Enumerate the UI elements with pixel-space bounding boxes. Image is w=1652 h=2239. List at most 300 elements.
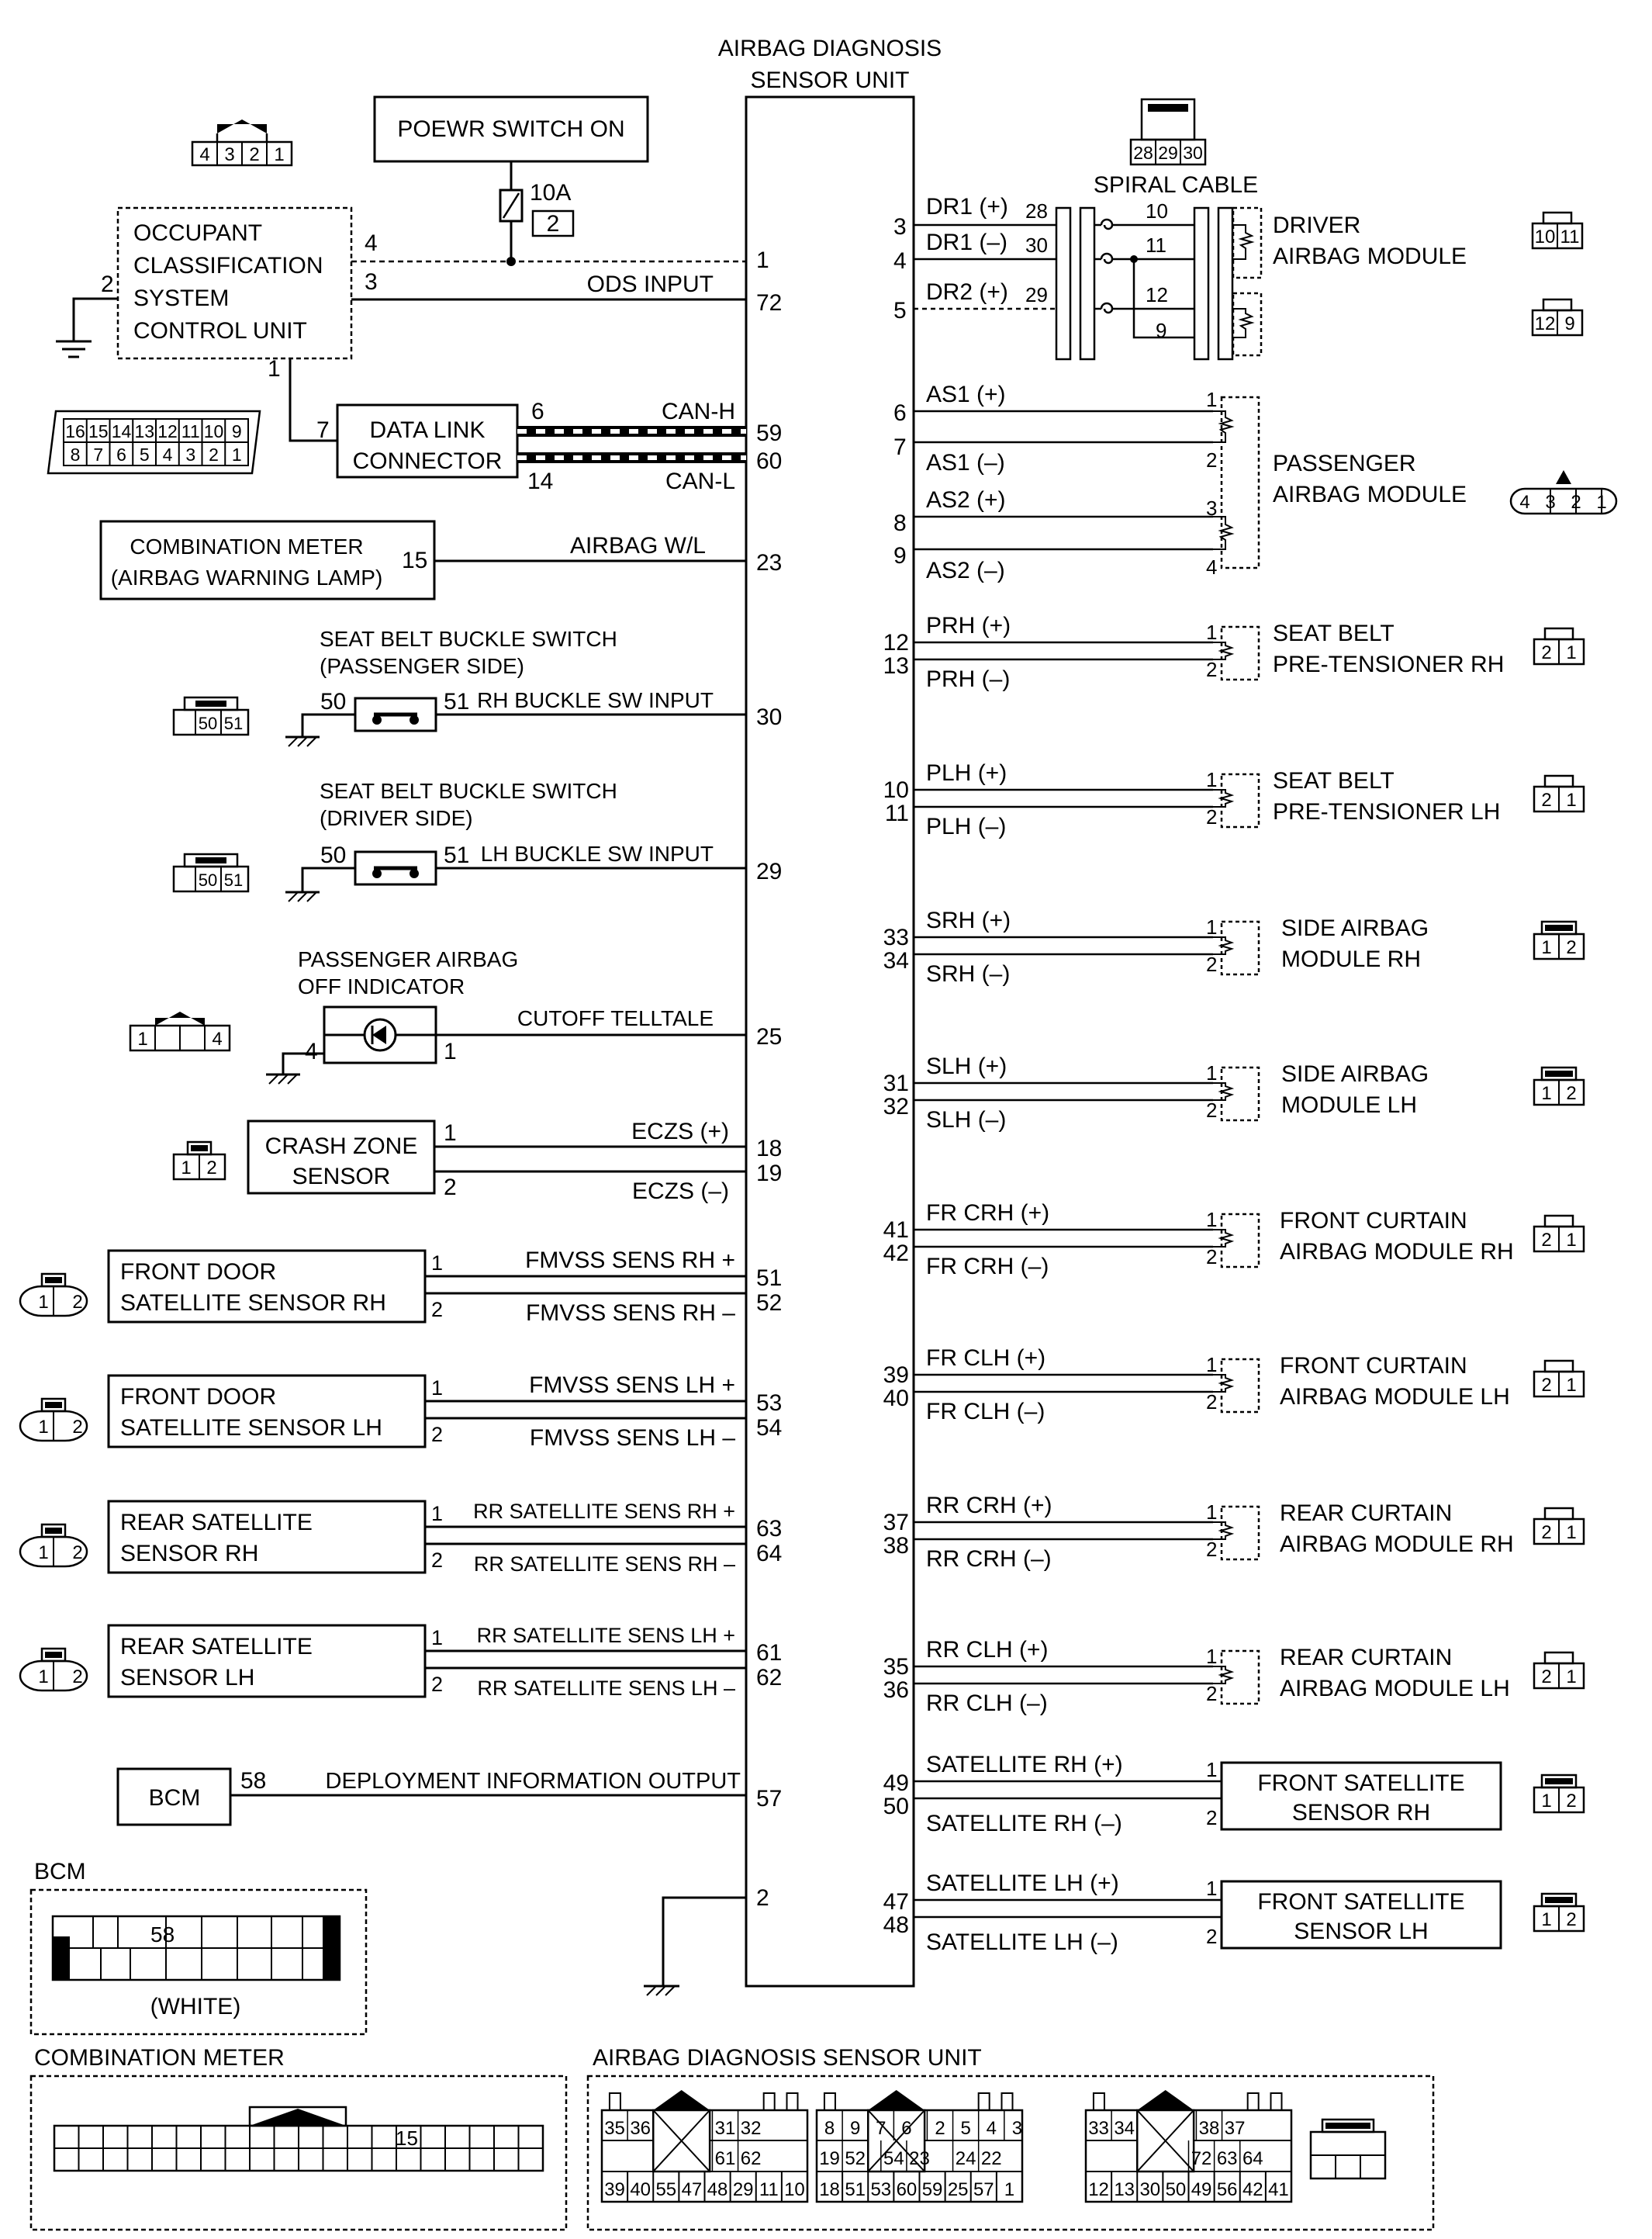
sensor-signal-plus: RR SATELLITE SENS RH + [473, 1500, 735, 1523]
meter-line-1: COMBINATION METER [130, 535, 364, 559]
pin-label: 50 [320, 843, 347, 868]
sensor-line-1: FRONT DOOR [120, 1259, 277, 1285]
buckle-signal: RH BUCKLE SW INPUT [477, 688, 714, 712]
ecu-pin: 29 [756, 859, 783, 884]
pin-label: 4 [305, 1039, 318, 1064]
module-line-1: FRONT CURTAIN [1280, 1353, 1467, 1379]
pin-label: 15 [402, 548, 428, 573]
pin-label: 2 [1566, 1909, 1577, 1930]
pin-label: 1 [1206, 1877, 1218, 1900]
left-sensor-0 [20, 1248, 782, 1326]
pin-label: 2 [1206, 1925, 1218, 1948]
sensor-signal-minus: FMVSS SENS LH – [529, 1425, 735, 1451]
ecu-pin: 11 [884, 801, 909, 826]
pin-label: 61 [714, 2148, 736, 2169]
sensor-line-1: REAR SATELLITE [120, 1510, 313, 1535]
pin-label: 1 [431, 1376, 444, 1400]
pin-label: 33 [1088, 2118, 1109, 2139]
ecu-pin: 34 [883, 948, 909, 974]
pin-label: 1 [1206, 768, 1218, 791]
pin-label: 1 [1206, 1061, 1218, 1085]
sensor-line-2: SENSOR LH [120, 1665, 255, 1690]
ods-input-label: ODS INPUT [586, 272, 714, 297]
ecu-pin: 9 [893, 543, 907, 569]
ecu-pin: 18 [756, 1136, 783, 1161]
pin-label: 2 [1206, 805, 1218, 829]
pin-label: 2 [431, 1549, 444, 1572]
ecu-pin: 54 [756, 1415, 783, 1441]
meter-line-2: (AIRBAG WARNING LAMP) [110, 566, 383, 590]
ecu-pin: 64 [756, 1541, 783, 1566]
buckle-switch-rh [285, 627, 782, 746]
pin-label: 11 [1560, 227, 1580, 247]
signal-minus: SATELLITE LH (–) [926, 1929, 1118, 1955]
signal-minus: SATELLITE RH (–) [926, 1811, 1122, 1836]
pin-label: 59 [921, 2179, 943, 2200]
buckle-connector-icons [174, 697, 248, 891]
module-line-1: SEAT BELT [1273, 621, 1395, 646]
module-connector-icon [1534, 628, 1584, 664]
pin-label: 1 [1541, 937, 1552, 958]
sensor-signal-plus: RR SATELLITE SENS LH + [476, 1624, 735, 1647]
pin-label: 7 [316, 417, 330, 443]
dlc-line-1: DATA LINK [369, 417, 486, 443]
adsu-group-2 [1086, 2090, 1291, 2202]
pin-label: 1 [1206, 1758, 1218, 1781]
ecu-title-2: SENSOR UNIT [750, 67, 910, 93]
signal-minus: RR CLH (–) [926, 1690, 1048, 1716]
ecu-pin: 57 [756, 1786, 783, 1812]
pin-label: 2 [1541, 642, 1552, 663]
ecu-pin: 51 [756, 1265, 783, 1291]
pin-label: 37 [1224, 2118, 1246, 2139]
signal-plus: RR CRH (+) [926, 1493, 1052, 1518]
module-connector-icon [1534, 776, 1584, 812]
pin-label: 62 [740, 2148, 762, 2169]
sensor-signal-minus: RR SATELLITE SENS RH – [473, 1552, 735, 1576]
module-line-2: MODULE LH [1281, 1092, 1418, 1118]
indicator-connector-icon [130, 1012, 230, 1050]
pin-label: 2 [1206, 1390, 1218, 1414]
pin-label: 50 [1165, 2179, 1187, 2200]
pin-label: 29 [732, 2179, 754, 2200]
pin-label: 5 [960, 2118, 971, 2139]
pin-label: 2 [1206, 1245, 1218, 1268]
pin-label: 16 [65, 421, 85, 441]
dr1-minus-label: DR1 (–) [926, 230, 1008, 255]
bcm-block [118, 1768, 782, 1995]
buckle-title-2: (DRIVER SIDE) [320, 806, 473, 830]
ecu-pin: 52 [756, 1290, 783, 1316]
left-sensors [20, 1248, 782, 1700]
sensor-line-1: FRONT SATELLITE [1257, 1770, 1465, 1796]
pin-label: 5 [139, 445, 150, 465]
pin-label: 12 [1534, 313, 1556, 334]
bcm-connector-color: (WHITE) [150, 1994, 241, 2019]
signal-minus: PLH (–) [926, 814, 1007, 839]
pin-label: 2 [431, 1423, 444, 1446]
ocsu-line-2: CLASSIFICATION [133, 253, 323, 279]
pin-label: 2 [1541, 790, 1552, 811]
pin-label: 3 [365, 269, 378, 295]
pin-label: 1 [1206, 915, 1218, 939]
ecu-pin: 6 [893, 400, 907, 426]
signal-plus: SLH (+) [926, 1054, 1007, 1079]
pin-label: 2 [206, 1158, 217, 1178]
ecu-pin: 10 [883, 777, 909, 803]
ocsu-line-3: SYSTEM [133, 285, 230, 311]
pin-label: 51 [223, 714, 244, 733]
pin-label: 2 [209, 445, 219, 465]
pin-label: 32 [740, 2118, 762, 2139]
front-sat-0 [883, 1752, 1584, 1836]
module-line-1: SIDE AIRBAG [1281, 915, 1429, 941]
ecu-pin: 49 [883, 1770, 909, 1796]
module-7 [883, 1637, 1584, 1716]
pin-label: 10 [203, 421, 224, 441]
pin-label: 1 [181, 1158, 192, 1178]
ecu-pin: 12 [883, 630, 909, 656]
ecu-pin: 72 [756, 290, 783, 316]
ecu-pin: 37 [883, 1510, 909, 1535]
signal-minus: FR CLH (–) [926, 1399, 1045, 1424]
pass-module-line-2: AIRBAG MODULE [1273, 482, 1467, 507]
sensor-signal-minus: FMVSS SENS RH – [525, 1300, 735, 1326]
pin-label: 9 [231, 421, 242, 441]
module-3 [883, 1054, 1584, 1133]
pin-label: 2 [1541, 1666, 1552, 1687]
signal-plus: PRH (+) [926, 613, 1011, 638]
pin-label: 15 [88, 421, 109, 441]
module-line-2: PRE-TENSIONER RH [1273, 652, 1505, 677]
signal-minus: SLH (–) [926, 1107, 1007, 1133]
pin-label: 8 [824, 2118, 835, 2139]
ecu-pin: 38 [883, 1533, 909, 1559]
driver-module-line-2: AIRBAG MODULE [1273, 244, 1467, 269]
power-switch-block [375, 97, 648, 266]
czs-line-1: CRASH ZONE [264, 1133, 418, 1159]
pin-label: 4 [1206, 555, 1218, 579]
pin-label: 1 [38, 1666, 49, 1687]
pin-label: 3 [185, 445, 196, 465]
signal-minus: FR CRH (–) [926, 1254, 1049, 1279]
ecu-pin: 41 [883, 1217, 909, 1243]
pin-label: 10 [784, 2179, 805, 2200]
buckle-title-2: (PASSENGER SIDE) [320, 654, 524, 678]
pin-label: 2 [935, 2118, 945, 2139]
pin-label: 9 [1564, 313, 1575, 334]
pin-label: 1 [1566, 1375, 1577, 1396]
czs-connector-icon [174, 1142, 225, 1179]
pin-label: 56 [1216, 2179, 1238, 2200]
pin-label: 3 [224, 144, 235, 165]
module-line-2: PRE-TENSIONER LH [1273, 799, 1501, 825]
bcm-label: BCM [148, 1785, 201, 1811]
indicator-title-1: PASSENGER AIRBAG [298, 947, 519, 971]
pin-label: 2 [72, 1666, 83, 1687]
pin-label: 51 [444, 843, 470, 868]
pin-label: 1 [431, 1626, 444, 1649]
sensor-line-2: SENSOR LH [1294, 1919, 1429, 1944]
left-sensor-1 [20, 1372, 782, 1451]
pin-label: 1 [231, 445, 242, 465]
signal-minus: RR CRH (–) [926, 1546, 1052, 1572]
combination-meter-block [101, 521, 782, 599]
pin-label: 51 [444, 689, 470, 715]
eczs-plus-label: ECZS (+) [631, 1119, 729, 1144]
module-line-2: MODULE RH [1281, 946, 1422, 972]
pin-label: 1 [1566, 790, 1577, 811]
pin-label: 49 [1191, 2179, 1212, 2200]
pin-label: 19 [819, 2148, 840, 2169]
module-line-2: AIRBAG MODULE RH [1280, 1531, 1514, 1557]
pin-label: 39 [604, 2179, 625, 2200]
pin-label: 1 [268, 356, 281, 382]
indicator-title-2: OFF INDICATOR [298, 974, 465, 998]
cutoff-telltale-label: CUTOFF TELLTALE [517, 1006, 714, 1030]
sensor-line-2: SATELLITE SENSOR LH [120, 1415, 382, 1441]
buckle-title-1: SEAT BELT BUCKLE SWITCH [320, 627, 617, 651]
module-4 [883, 1200, 1584, 1279]
adsu-connector-view [588, 2045, 1433, 2230]
pin-label: 52 [845, 2148, 866, 2169]
ocsu-connector-icon [192, 119, 292, 165]
pin-label: 14 [527, 469, 554, 494]
pin-label: 4 [365, 230, 378, 256]
bcm-pin-58: 58 [150, 1922, 175, 1947]
passenger-connector-icon [1511, 470, 1616, 514]
pin-label: 11 [1146, 234, 1166, 257]
driver-module-line-1: DRIVER [1273, 213, 1361, 238]
ecu-pin: 35 [883, 1654, 909, 1680]
pin-label: 57 [973, 2179, 994, 2200]
ecu-pin: 48 [883, 1912, 909, 1938]
pin-label: 1 [1596, 492, 1607, 513]
meter-pin-15: 15 [396, 2127, 418, 2150]
can-l-label: CAN-L [665, 469, 735, 494]
module-line-1: SIDE AIRBAG [1281, 1061, 1429, 1087]
sensor-connector-icon [20, 1524, 87, 1566]
pin-label: 50 [198, 714, 218, 733]
pin-label: 29 [1025, 283, 1048, 306]
pin-label: 50 [198, 870, 218, 890]
module-connector-icon [1534, 922, 1584, 959]
dlc-connector-icon [48, 411, 260, 473]
pin-label: 2 [1206, 953, 1218, 976]
pin-label: 2 [1566, 1791, 1577, 1812]
module-connector-icon [1534, 1068, 1584, 1105]
pin-label: 6 [901, 2118, 912, 2139]
spiral-cable-label: SPIRAL CABLE [1093, 172, 1259, 198]
ecu-pin: 2 [756, 1885, 769, 1911]
pin-label: 42 [1242, 2179, 1263, 2200]
pin-label: 51 [845, 2179, 866, 2200]
pin-label: 2 [101, 272, 114, 297]
module-line-1: REAR CURTAIN [1280, 1645, 1453, 1670]
module-line-1: FRONT CURTAIN [1280, 1208, 1467, 1234]
ecu-pin: 42 [883, 1241, 909, 1266]
pin-label: 4 [212, 1029, 223, 1050]
ecu-pin: 5 [893, 298, 907, 324]
signal-minus: PRH (–) [926, 666, 1011, 692]
pin-label: 14 [111, 421, 132, 441]
ecu-pin: 4 [893, 248, 907, 274]
pin-label: 1 [1541, 1083, 1552, 1104]
pin-label: 2 [431, 1298, 444, 1321]
ecu-pin: 53 [756, 1390, 783, 1416]
can-h-label: CAN-H [662, 399, 735, 424]
pin-label: 1 [274, 144, 285, 165]
pin-label: 1 [1566, 1522, 1577, 1543]
pin-label: 4 [199, 144, 210, 165]
sensor-line-1: FRONT DOOR [120, 1384, 277, 1410]
signal-plus: SATELLITE LH (+) [926, 1870, 1119, 1896]
ecu-pin: 32 [883, 1094, 909, 1120]
pin-label: 2 [1206, 658, 1218, 681]
module-connector-icon [1534, 1216, 1584, 1251]
pin-label: 40 [630, 2179, 651, 2200]
signal-plus: PLH (+) [926, 760, 1007, 786]
sensor-signal-plus: FMVSS SENS LH + [529, 1372, 735, 1398]
pin-label: 53 [870, 2179, 892, 2200]
signal-plus: SATELLITE RH (+) [926, 1752, 1123, 1777]
pin-label: 2 [1541, 1522, 1552, 1543]
eczs-minus-label: ECZS (–) [631, 1178, 729, 1204]
module-line-2: AIRBAG MODULE LH [1280, 1676, 1510, 1701]
dr2-plus-label: DR2 (+) [926, 279, 1008, 305]
module-connector-icon [1534, 1894, 1584, 1931]
as2-plus-label: AS2 (+) [926, 487, 1006, 513]
pin-label: 38 [1198, 2118, 1220, 2139]
adsu-connector-title: AIRBAG DIAGNOSIS SENSOR UNIT [593, 2045, 982, 2071]
meter-connector-view [31, 2045, 566, 2230]
module-6 [883, 1493, 1584, 1572]
pin-label: 72 [1191, 2148, 1212, 2169]
pin-label: 1 [38, 1417, 49, 1438]
module-connector-icon [1534, 1508, 1584, 1544]
pin-label: 25 [947, 2179, 969, 2200]
buckle-title-1: SEAT BELT BUCKLE SWITCH [320, 779, 617, 803]
ecu-pin: 47 [883, 1889, 909, 1915]
airbag-wl-label: AIRBAG W/L [569, 533, 706, 559]
crash-zone-sensor [248, 1119, 782, 1204]
left-sensor-2 [20, 1500, 782, 1576]
ecu-pin: 19 [756, 1161, 783, 1186]
pin-label: 1 [1541, 1909, 1552, 1930]
adsu-group-1 [817, 2090, 1022, 2202]
pin-label: 9 [850, 2118, 861, 2139]
bcm-connector-view [31, 1859, 366, 2034]
ocsu-line-1: OCCUPANT [133, 220, 263, 246]
sensor-connector-icon [20, 1274, 87, 1316]
meter-connector-title: COMBINATION METER [34, 2045, 285, 2071]
ecu-pin: 31 [883, 1071, 909, 1096]
pin-label: 58 [240, 1768, 267, 1794]
ecu-pin: 30 [756, 704, 783, 730]
ocsu-line-4: CONTROL UNIT [133, 318, 307, 344]
dlc-line-2: CONNECTOR [352, 448, 503, 474]
module-connector-icon [1534, 1361, 1584, 1396]
passenger-airbag-off-indicator [266, 947, 782, 1084]
pin-label: 1 [1206, 1208, 1218, 1231]
pass-module-line-1: PASSENGER [1273, 451, 1416, 476]
pin-label: 30 [1139, 2179, 1161, 2200]
pin-label: 1 [444, 1120, 457, 1146]
pin-label: 1 [1566, 1666, 1577, 1687]
signal-plus: SRH (+) [926, 908, 1011, 933]
sensor-connector-icon [20, 1399, 87, 1441]
pin-label: 13 [134, 421, 155, 441]
ecu-pin: 62 [756, 1665, 783, 1690]
deployment-output-label: DEPLOYMENT INFORMATION OUTPUT [325, 1769, 741, 1794]
pin-label: 47 [681, 2179, 703, 2200]
pin-label: 2 [1541, 1230, 1552, 1251]
signal-plus: FR CLH (+) [926, 1345, 1046, 1371]
pin-label: 4 [986, 2118, 997, 2139]
sensor-line-2: SENSOR RH [120, 1541, 259, 1566]
pin-label: 2 [249, 144, 260, 165]
pin-label: 28 [1133, 143, 1153, 163]
pin-label: 1 [431, 1251, 444, 1275]
pin-label: 1 [38, 1542, 49, 1563]
pin-label: 10 [1146, 199, 1168, 223]
pin-label: 50 [320, 689, 347, 715]
pin-label: 6 [531, 399, 544, 424]
pin-label: 2 [1571, 492, 1581, 513]
pin-label: 4 [1519, 492, 1530, 513]
pin-label: 13 [1114, 2179, 1135, 2200]
pin-label: 12 [157, 421, 178, 441]
module-line-2: AIRBAG MODULE LH [1280, 1384, 1510, 1410]
pin-label: 1 [1206, 1645, 1218, 1668]
ecu-title-1: AIRBAG DIAGNOSIS [717, 36, 942, 61]
pin-label: 34 [1114, 2118, 1135, 2139]
buckle-switch-lh [285, 779, 782, 901]
passenger-airbag-module [893, 382, 1467, 583]
module-5 [883, 1345, 1584, 1424]
sensor-line-2: SENSOR RH [1291, 1800, 1431, 1825]
signal-plus: RR CLH (+) [926, 1637, 1049, 1663]
pin-label: 29 [1158, 143, 1178, 163]
module-connector-icon [1534, 1775, 1584, 1812]
pin-label: 35 [604, 2118, 625, 2139]
pin-label: 24 [955, 2148, 976, 2169]
dr1-plus-label: DR1 (+) [926, 194, 1008, 220]
ecu-pin: 40 [883, 1386, 909, 1411]
right-modules [883, 613, 1584, 1716]
pin-label: 7 [93, 445, 104, 465]
module-connector-icon [1533, 299, 1582, 335]
adsu-small-connector [1311, 2120, 1385, 2178]
ecu-pin: 23 [756, 550, 783, 576]
pin-label: 1 [1566, 642, 1577, 663]
pin-label: 1 [137, 1029, 148, 1050]
pin-label: 54 [883, 2148, 904, 2169]
pin-label: 22 [980, 2148, 1002, 2169]
sensor-signal-plus: FMVSS SENS RH + [525, 1248, 735, 1273]
pin-label: 18 [819, 2179, 840, 2200]
front-sat-1 [883, 1870, 1584, 1955]
ecu-pin: 36 [883, 1677, 909, 1703]
pin-label: 1 [1206, 1500, 1218, 1524]
pin-label: 1 [1004, 2179, 1015, 2200]
ecu-pin: 25 [756, 1024, 783, 1050]
pin-label: 51 [223, 870, 244, 890]
pin-label: 1 [1541, 1791, 1552, 1812]
pin-label: 8 [70, 445, 81, 465]
ecu-pin: 8 [893, 510, 907, 536]
sensor-signal-minus: RR SATELLITE SENS LH – [477, 1677, 735, 1700]
